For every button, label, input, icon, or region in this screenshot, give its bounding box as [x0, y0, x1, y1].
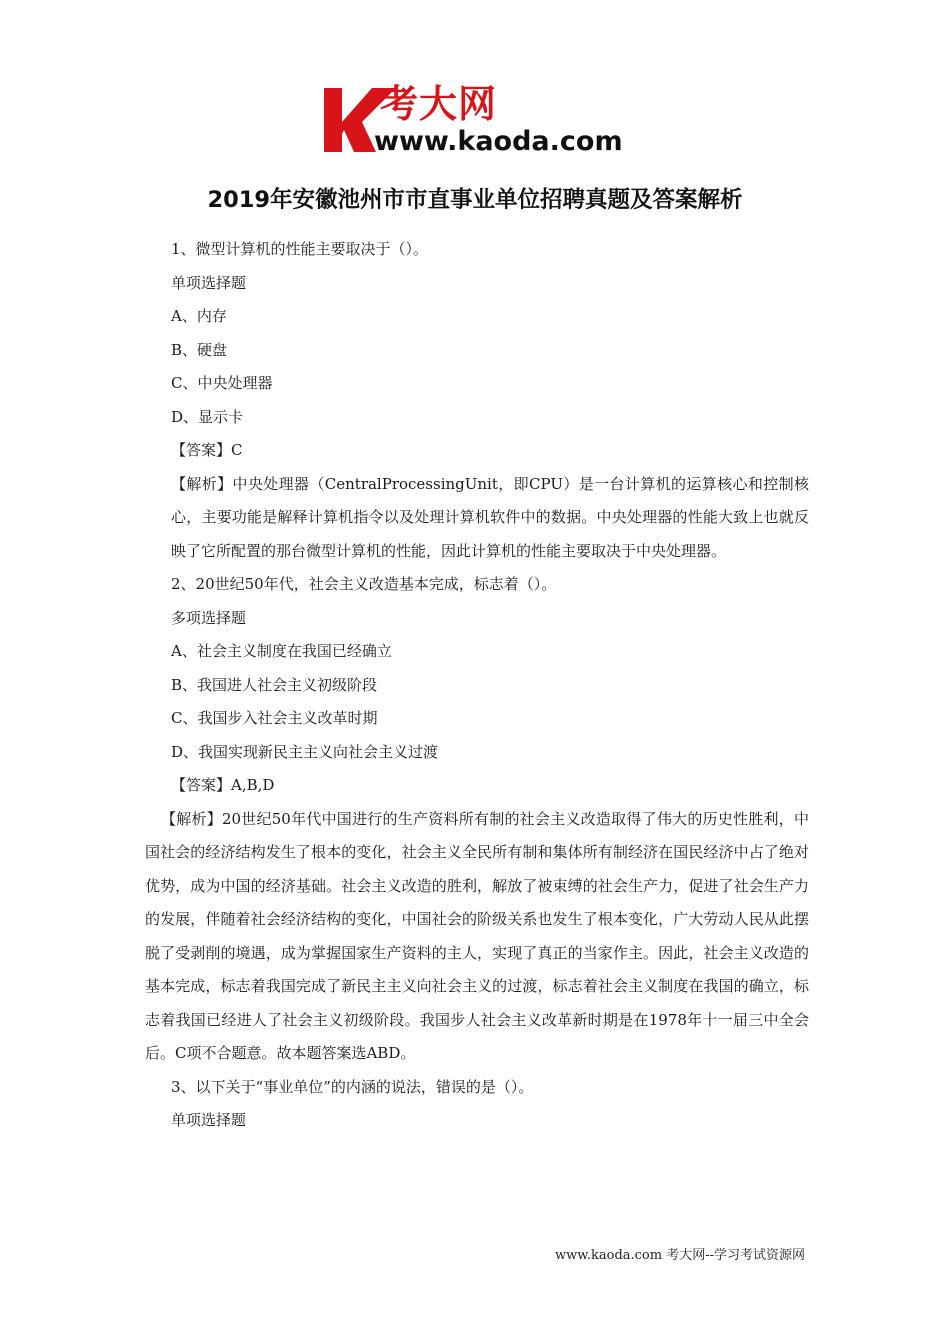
question-2-option-b: B、我国进人社会主义初级阶段 [171, 675, 378, 694]
question-2-stem: 2、20世纪50年代，社会主义改造基本完成，标志着（）。 [171, 575, 557, 593]
question-1-option-c: C、中央处理器 [171, 374, 273, 392]
question-2-answer: 【答案】A,B,D [171, 776, 275, 794]
question-3-stem: 3、以下关于“事业单位”的内涵的说法，错误的是（）。 [171, 1077, 534, 1096]
page-footer: www.kaoda.com 考大网--学习考试资源网 [555, 1248, 805, 1263]
question-1-option-b: B、硬盘 [171, 340, 228, 359]
question-2-option-c: C、我国步入社会主义改革时期 [171, 709, 378, 727]
question-1-option-a: A、内存 [171, 307, 227, 325]
question-1-type: 单项选择题 [171, 273, 247, 292]
question-2-type: 多项选择题 [171, 608, 247, 627]
question-2-explanation: 【解析】20世纪50年代中国进行的生产资料所有制的社会主义改造取得了伟大的历史性胜利，中国社会的经济结构发生了根本的变化，社会主义全民所有制和集体所有制经济在国民经济中占了绝对优势，成为中国的经济基础。社会主义改造的胜利，解放了被束缚的社会生产力，促进了社会生产力的发展，伴随着社会经济结构的变化，中国社会的阶级关系也发生了根本变化，广大劳动人民从此摆脱了受剥削的境遇，成为掌握国家生产资料的主人，实现了真正的当家作主。因此，社会主义改造的基本完成，标志着我国完成了新民主主义向社会主义的过渡，标志着社会主义制度在我国的确立，标志着我国已经进人了社会主义初级阶段。我国步人社会主义改革新时期是在1978年十一届三中全会后。C项不合题意。故本题答案选ABD。 [145, 809, 809, 1062]
question-1-explanation: 【解析】中央处理器（CentralProcessingUnit，即CPU）是一台计算机的运算核心和控制核心，主要功能是解释计算机指令以及处理计算机软件中的数据。中央处理器的性能大致上也就反映了它所配置的那台微型计算机的性能，因此计算机的性能主要取决于中央处理器。 [171, 474, 809, 560]
document-body [145, 233, 809, 1138]
site-logo [318, 82, 638, 160]
logo-chinese-name: 考大网 [380, 82, 498, 126]
question-1-option-d: D、显示卡 [171, 407, 244, 426]
question-1-answer: 【答案】C [171, 441, 243, 459]
question-1-stem: 1、微型计算机的性能主要取决于（）。 [171, 240, 429, 258]
question-3-type: 单项选择题 [171, 1111, 247, 1129]
logo-url: www.kaoda.com [374, 126, 623, 157]
question-2-option-a: A、社会主义制度在我国已经确立 [171, 642, 392, 660]
document-title: 2019年安徽池州市市直事业单位招聘真题及答案解析 [207, 187, 743, 213]
question-2-option-d: D、我国实现新民主主义向社会主义过渡 [171, 742, 439, 761]
